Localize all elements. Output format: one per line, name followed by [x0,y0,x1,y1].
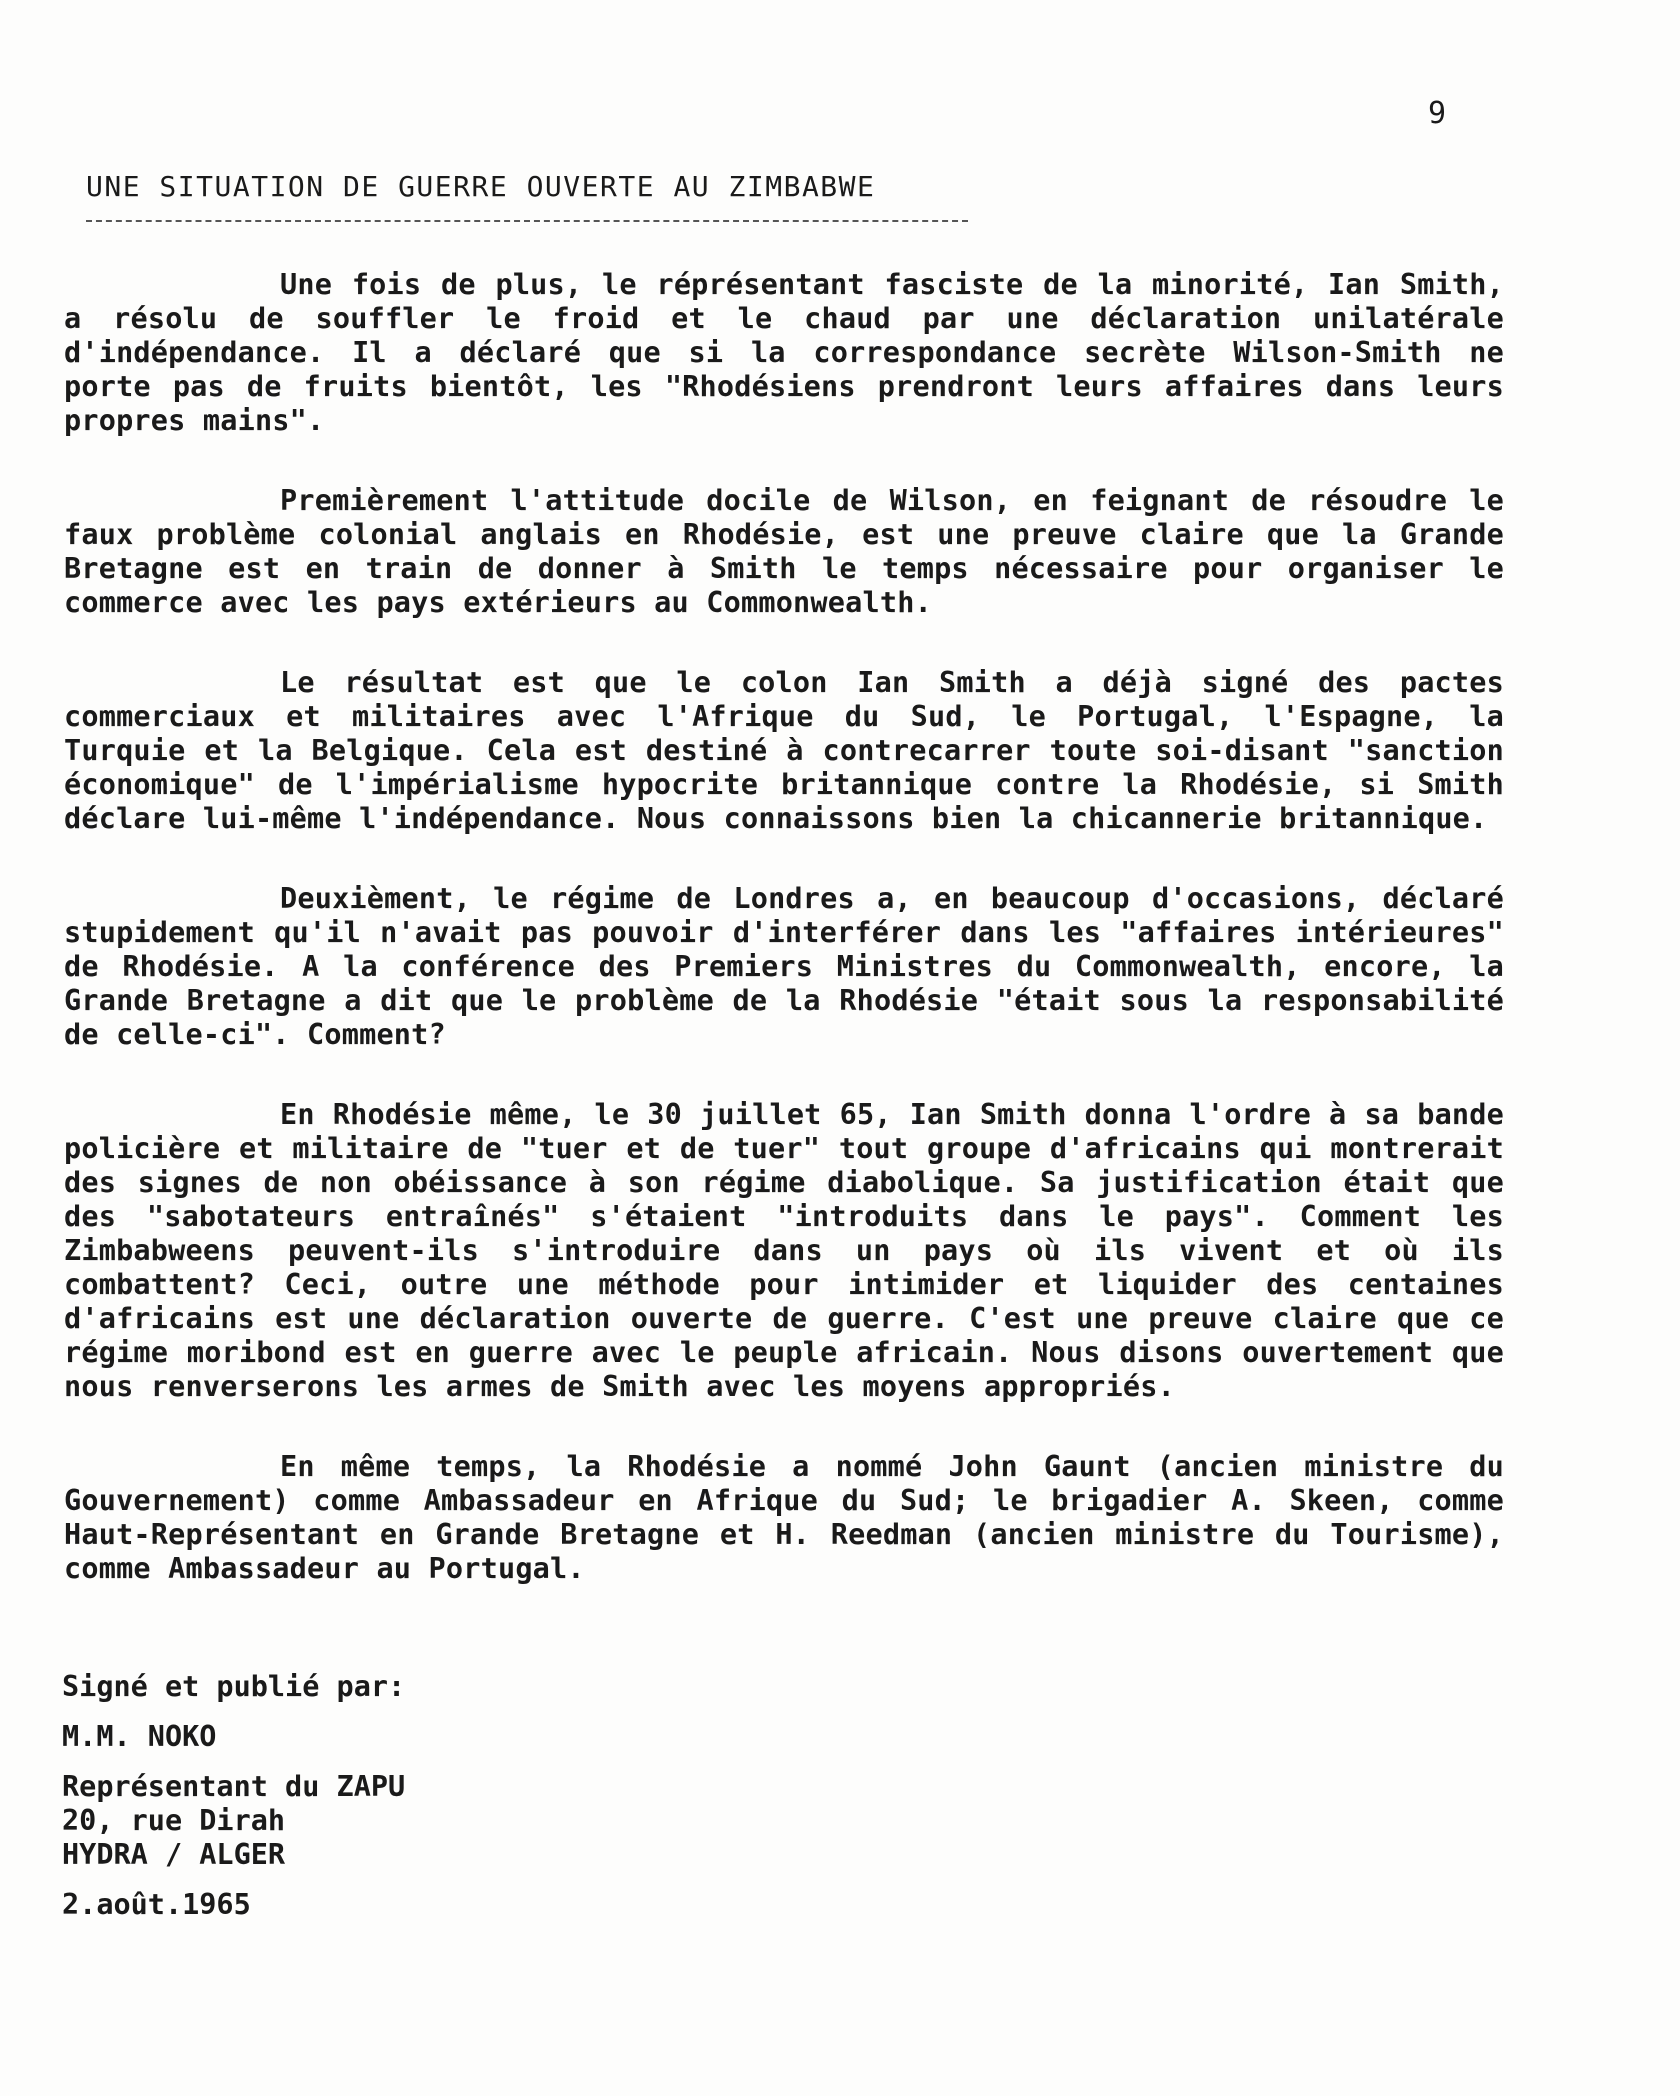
paragraph-5: En Rhodésie même, le 30 juillet 65, Ian Smith donna l'ordre à sa bande policière et militaire de "tuer et de tuer" tout groupe d'africains qui montrerait des signes de non obéissance à son régime diabolique. Sa justification était que des "sabotateurs entraînés" s'étaient "introduits dans le pays". Comment les Zimbabweens peuvent-ils s'introduire dans un pays où ils vivent et où ils combattent? Ceci, outre une méthode pour intimider et liquider des centaines d'africains est une déclaration ouverte de guerre. C'est une preuve claire que ce régime moribond est en guerre avec le peuple africain. Nous disons ouvertement que nous renverserons les armes de Smith avec les moyens appropriés. [64,1098,1504,1403]
document-date: 2.août.1965 [62,1888,251,1921]
document-title: UNE SITUATION DE GUERRE OUVERTE AU ZIMBABWE [86,170,876,203]
address-line-2: HYDRA / ALGER [62,1838,286,1871]
paragraph-2: Premièrement l'attitude docile de Wilson, en feignant de résoudre le faux problème colonial anglais en Rhodésie, est une preuve claire que la Grande Bretagne est en train de donner à Smith le temps nécessaire pour organiser le commerce avec les pays extérieurs au Commonwealth. [64,484,1504,619]
document-body [64,268,1504,1632]
signature-intro: Signé et publié par: [62,1670,406,1703]
paragraph-6: En même temps, la Rhodésie a nommé John Gaunt (ancien ministre du Gouvernement) comme Ambassadeur en Afrique du Sud; le brigadier A. Skeen, comme Haut-Représentant en Grande Bretagne et H. Reedman (ancien ministre du Tourisme), comme Ambassadeur au Portugal. [64,1450,1504,1585]
paragraph-1: Une fois de plus, le réprésentant fasciste de la minorité, Ian Smith, a résolu de souffler le froid et le chaud par une déclaration unilatérale d'indépendance. Il a déclaré que si la correspondance secrète Wilson-Smith ne porte pas de fruits bientôt, les "Rhodésiens prendront leurs affaires dans leurs propres mains". [64,268,1504,437]
paragraph-3: Le résultat est que le colon Ian Smith a déjà signé des pactes commerciaux et militaires avec l'Afrique du Sud, le Portugal, l'Espagne, la Turquie et la Belgique. Cela est destiné à contrecarrer toute soi-disant "sanction économique" de l'impérialisme hypocrite britannique contre la Rhodésie, si Smith déclare lui-même l'indépendance. Nous connaissons bien la chicannerie britannique. [64,666,1504,835]
title-underline [86,220,968,222]
page-number: 9 [1428,96,1448,131]
paragraph-4: Deuxièment, le régime de Londres a, en beaucoup d'occasions, déclaré stupidement qu'il n'avait pas pouvoir d'interférer dans les "affaires intérieures" de Rhodésie. A la conférence des Premiers Ministres du Commonwealth, encore, la Grande Bretagne a dit que le problème de la Rhodésie "était sous la responsabilité de celle-ci". Comment? [64,882,1504,1051]
address-line-1: 20, rue Dirah [62,1804,286,1837]
signatory-name: M.M. NOKO [62,1720,217,1753]
signature-block [62,1670,762,1922]
signatory-role: Représentant du ZAPU [62,1770,406,1803]
